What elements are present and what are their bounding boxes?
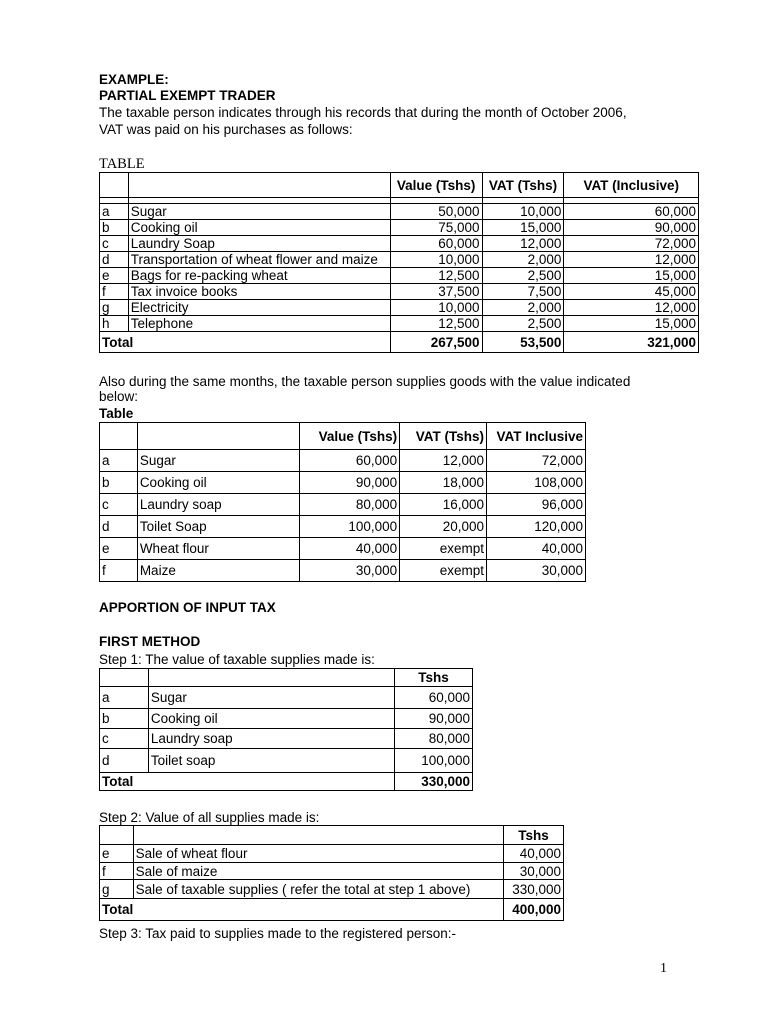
apportion-heading: APPORTION OF INPUT TAX (99, 600, 276, 615)
table-row: e Bags for re-packing wheat 12,500 2,500 15,000 (100, 268, 699, 284)
table-row: e Sale of wheat flour 40,000 (100, 845, 564, 863)
table-row: d Toilet soap 100,000 (100, 749, 473, 773)
table-row: a Sugar 50,000 10,000 60,000 (100, 204, 699, 220)
table-row: c Laundry Soap 60,000 12,000 72,000 (100, 236, 699, 252)
step3-text: Step 3: Tax paid to supplies made to the registered person:- (99, 926, 456, 941)
table-row: f Tax invoice books 37,500 7,500 45,000 (100, 284, 699, 300)
col-header: Value (Tshs) (300, 423, 400, 450)
table-header-row (100, 423, 586, 450)
table2-caption: Table (99, 406, 134, 421)
purchases-table (99, 172, 699, 353)
intro-line-1: The taxable person indicates through his records that during the month of October 2006, (99, 105, 627, 120)
col-header: VAT (Tshs) (482, 173, 564, 198)
sales-table (99, 422, 586, 582)
table-row: f Sale of maize 30,000 (100, 863, 564, 880)
table-row: g Electricity 10,000 2,000 12,000 (100, 300, 699, 316)
also-line-2: below: (99, 389, 139, 404)
col-header: Value (Tshs) (390, 173, 482, 198)
intro-line-2: VAT was paid on his purchases as follows: (99, 122, 353, 137)
step2-text: Step 2: Value of all supplies made is: (99, 810, 320, 825)
col-header: VAT (Tshs) (400, 423, 487, 450)
table-row: a Sugar 60,000 (100, 687, 473, 709)
total-row: Total 267,500 53,500 321,000 (100, 332, 699, 353)
step1-text: Step 1: The value of taxable supplies made is: (99, 652, 375, 667)
col-header: VAT (Inclusive) (564, 173, 699, 198)
table-row: c Laundry soap 80,000 16,000 96,000 (100, 494, 586, 516)
table-row: h Telephone 12,500 2,500 15,000 (100, 316, 699, 332)
table-row: b Cooking oil 90,000 (100, 709, 473, 729)
table-row: b Cooking oil 75,000 15,000 90,000 (100, 220, 699, 236)
table-row: d Toilet Soap 100,000 20,000 120,000 (100, 516, 586, 538)
col-header: VAT Inclusive (487, 423, 586, 450)
table-row: b Cooking oil 90,000 18,000 108,000 (100, 472, 586, 494)
table-row: f Maize 30,000 exempt 30,000 (100, 560, 586, 582)
col-header: Tshs (504, 826, 564, 845)
table-row: d Transportation of wheat flower and maize 10,000 2,000 12,000 (100, 252, 699, 268)
partial-exempt-heading: PARTIAL EXEMPT TRADER (99, 88, 276, 103)
table-row: e Wheat flour 40,000 exempt 40,000 (100, 538, 586, 560)
first-method-heading: FIRST METHOD (99, 634, 201, 649)
also-line-1: Also during the same months, the taxable person supplies goods with the value indicated (99, 374, 631, 389)
total-row: Total 330,000 (100, 773, 473, 791)
table-header-row (100, 173, 699, 198)
example-heading: EXAMPLE: (99, 72, 169, 87)
taxable-supplies-table (99, 668, 473, 791)
table-row: a Sugar 60,000 12,000 72,000 (100, 450, 586, 472)
table-row: c Laundry soap 80,000 (100, 729, 473, 749)
table-row: g Sale of taxable supplies ( refer the total at step 1 above) 330,000 (100, 880, 564, 899)
table1-caption: TABLE (99, 156, 145, 172)
col-header: Tshs (395, 669, 473, 687)
page-number: 1 (660, 961, 667, 976)
all-supplies-table (99, 825, 564, 921)
total-row: Total 400,000 (100, 899, 564, 921)
